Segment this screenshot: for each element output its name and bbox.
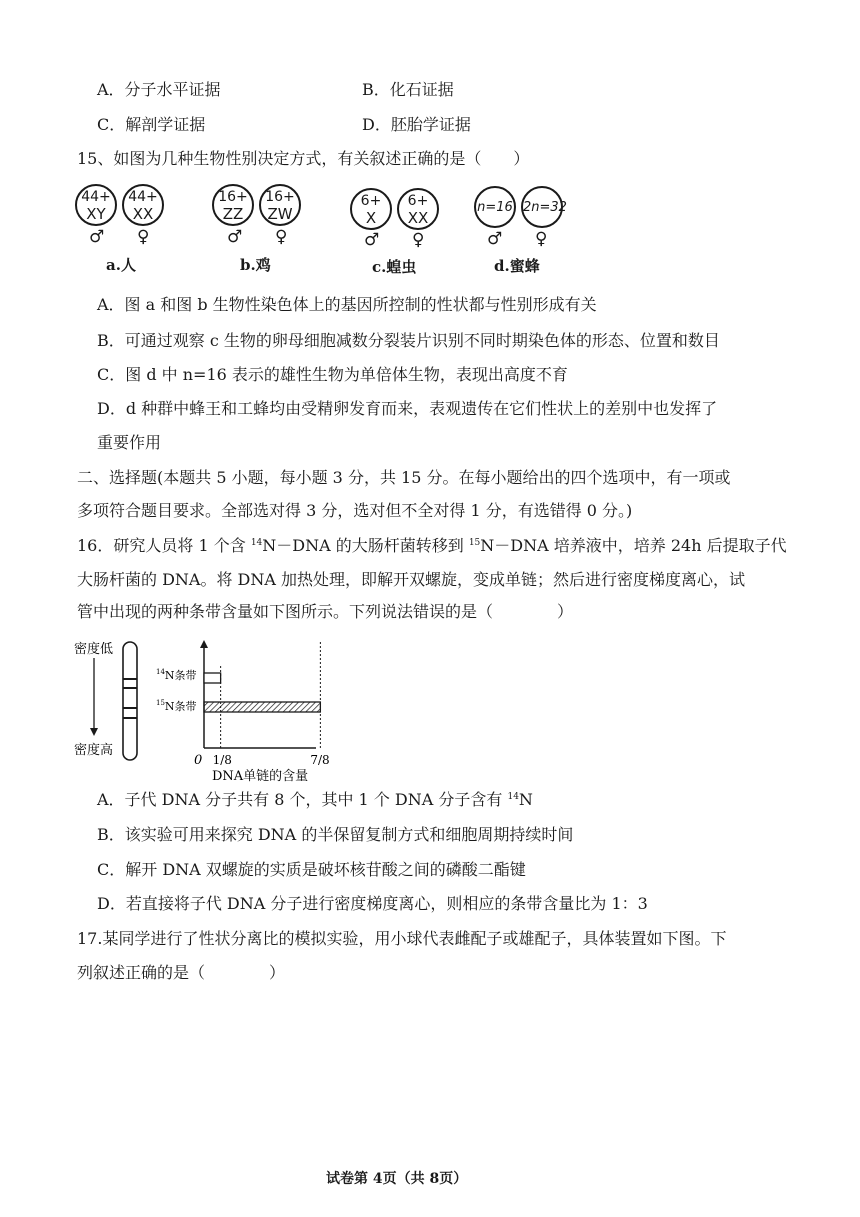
section2-line2: 多项符合题目要求。全部选对得 3 分，选对但不全对得 1 分，有选错得 0 分。) (77, 501, 633, 520)
q16-option-d: D．若直接将子代 DNA 分子进行密度梯度离心，则相应的条带含量比为 1：3 (97, 894, 648, 913)
q15-stem: 15、如图为几种生物性别决定方式，有关叙述正确的是（ ） (77, 149, 530, 168)
circle-b-male: 16+ ZZ (212, 184, 254, 226)
tick-label-1-8: 1/8 (212, 753, 232, 767)
female-symbol-d: ♀ (535, 229, 548, 249)
q15-option-d-cont: 重要作用 (97, 433, 162, 452)
male-symbol-a: ♂ (89, 227, 105, 247)
male-symbol-b: ♂ (227, 227, 243, 247)
circle-c-female: 6+ XX (397, 188, 439, 230)
q16-stem-line3: 管中出现的两种条带含量如下图所示。下列说法错误的是（ ） (77, 602, 574, 621)
q14-option-d: D．胚胎学证据 (362, 115, 471, 134)
male-symbol-d: ♂ (487, 229, 503, 249)
caption-b: b.鸡 (240, 256, 271, 274)
circle-b-female: 16+ ZW (259, 184, 301, 226)
density-arrow-head (90, 728, 98, 736)
q16-stem-line2: 大肠杆菌的 DNA。将 DNA 加热处理，即解开双螺旋，变成单链；然后进行密度梯度离心，试 (77, 570, 746, 589)
q14-option-c: C．解剖学证据 (97, 115, 206, 134)
q15-option-b: B．可通过观察 c 生物的卵母细胞减数分裂装片识别不同时期染色体的形态、位置和数目 (97, 331, 720, 350)
label-density-high: 密度高 (74, 743, 114, 758)
q16-option-b: B．该实验可用来探究 DNA 的半保留复制方式和细胞周期持续时间 (97, 825, 574, 844)
q14-option-a: A．分子水平证据 (97, 80, 221, 99)
q17-stem-line2: 列叙述正确的是（ ） (77, 963, 286, 982)
label-14n-band: $^{14}$N条带 (156, 668, 197, 682)
tick-label-0: 0 (194, 753, 203, 768)
q15-option-d: D．d 种群中蜂王和工蜂均由受精卵发育而来，表观遗传在它们性状上的差别中也发挥了 (97, 399, 718, 418)
q15-option-a: A．图 a 和图 b 生物性染色体上的基因所控制的性状都与性别形成有关 (97, 295, 597, 314)
caption-a: a.人 (106, 256, 136, 274)
q15-option-c: C．图 d 中 n=16 表示的雄性生物为单倍体生物，表现出高度不育 (97, 365, 568, 384)
male-symbol-c: ♂ (364, 230, 380, 250)
circle-d-female: 2n=32 (521, 186, 563, 228)
q16-option-c: C．解开 DNA 双螺旋的实质是破坏核苷酸之间的磷酸二酯键 (97, 860, 526, 879)
circle-a-female: 44+ XX (122, 184, 164, 226)
q16-option-a: A．子代 DNA 分子共有 8 个，其中 1 个 DNA 分子含有 $^{14}$N (97, 790, 533, 809)
q16-stem-line1: 16．研究人员将 1 个含 $^{14}$N－DNA 的大肠杆菌转移到 $^{15}$N－DNA 培养液中，培养 24h 后提取子代 (77, 536, 787, 555)
female-symbol-a: ♀ (137, 227, 150, 247)
bar-14n-band (204, 673, 221, 683)
q17-stem-line1: 17.某同学进行了性状分离比的模拟实验，用小球代表雌配子或雄配子，具体装置如下图。下 (77, 929, 727, 948)
bar-15n-band (204, 702, 320, 712)
caption-c: c.蝗虫 (372, 258, 417, 276)
dna-band-chart (70, 636, 400, 786)
section2-line1: 二、选择题(本题共 5 小题，每小题 3 分，共 15 分。在每小题给出的四个选项中，有一项或 (77, 468, 731, 487)
y-axis-arrow (200, 640, 208, 648)
label-15n-band: $^{15}$N条带 (156, 699, 197, 713)
tick-label-7-8: 7/8 (310, 753, 330, 767)
circle-c-male: 6+ X (350, 188, 392, 230)
page-footer: 试卷第 4页（共 8页） (326, 1171, 468, 1187)
caption-d: d.蜜蜂 (494, 257, 540, 275)
circle-d-male: n=16 (474, 186, 516, 228)
circle-a-male: 44+ XY (75, 184, 117, 226)
x-axis-label: DNA单链的含量 (212, 769, 309, 784)
female-symbol-c: ♀ (412, 230, 425, 250)
q14-option-b: B．化石证据 (362, 80, 454, 99)
female-symbol-b: ♀ (275, 227, 288, 247)
label-density-low: 密度低 (74, 642, 114, 657)
centrifuge-tube (123, 642, 137, 760)
